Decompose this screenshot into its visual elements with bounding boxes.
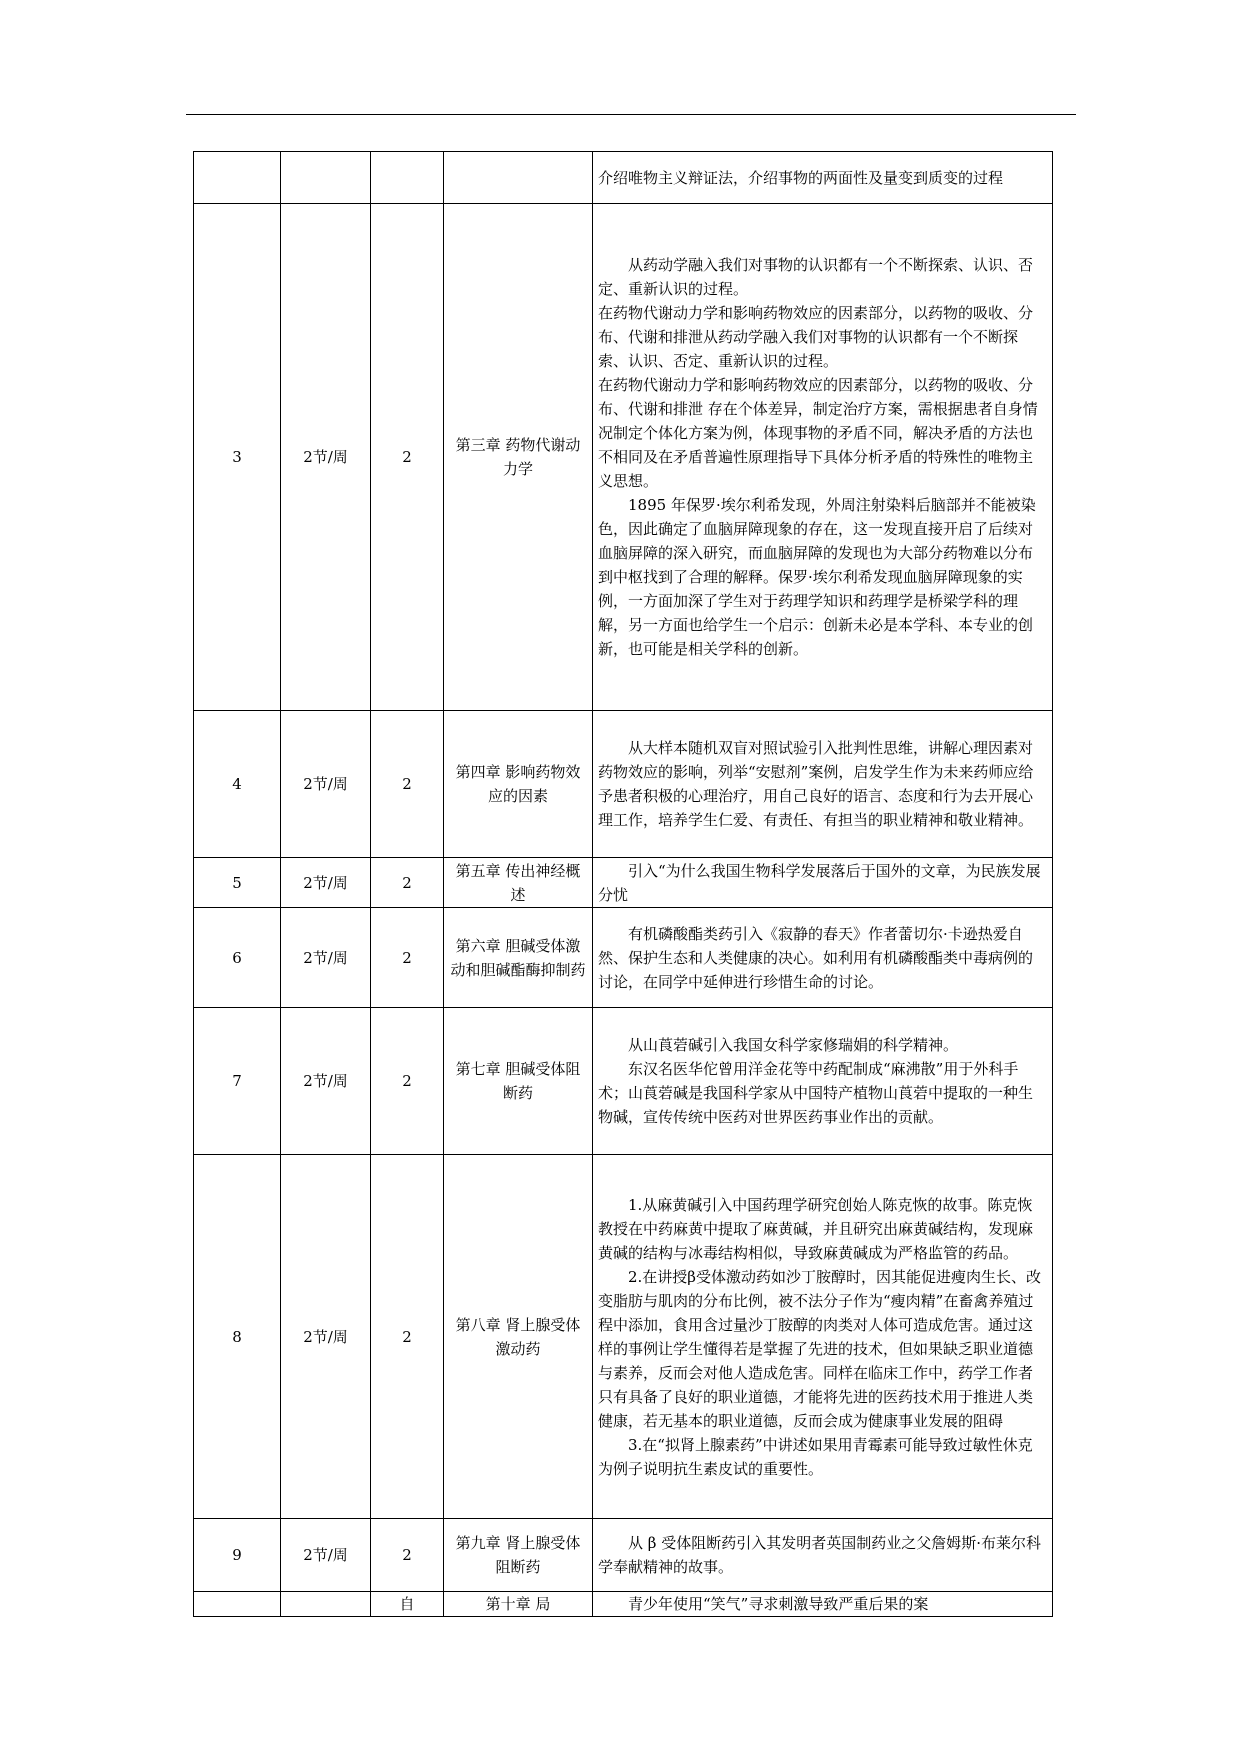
hours-cell: 2节/周	[281, 858, 371, 908]
hours-cell	[281, 1592, 371, 1617]
credit-cell: 2	[371, 1008, 444, 1155]
table-row	[194, 908, 1053, 1008]
week-number-cell	[194, 152, 281, 204]
hours-cell: 2节/周	[281, 204, 371, 711]
content-cell	[593, 152, 1053, 204]
chapter-cell: 第十章 局	[444, 1592, 593, 1617]
hours-cell: 2节/周	[281, 1155, 371, 1519]
hours-cell: 2节/周	[281, 908, 371, 1008]
chapter-cell	[444, 152, 593, 204]
credit-cell: 2	[371, 711, 444, 858]
chapter-cell: 第四章 影响药物效应的因素	[444, 711, 593, 858]
credit-cell: 2	[371, 1155, 444, 1519]
hours-cell	[281, 152, 371, 204]
content-paragraph: 在药物代谢动力学和影响药物效应的因素部分，以药物的吸收、分布、代谢和排泄 存在个体差异，制定治疗方案，需根据患者自身情况制定个体化方案为例，体现事物的矛盾不同，解决矛盾的方法也不相同及在矛盾普遍性原理指导下具体分析矛盾的特殊性的唯物主义思想。	[598, 376, 1038, 490]
credit-cell: 2	[371, 1519, 444, 1592]
content-cell	[593, 1592, 1053, 1617]
chapter-cell: 第九章 肾上腺受体阻断药	[444, 1519, 593, 1592]
content-paragraph: 从药动学融入我们对事物的认识都有一个不断探索、认识、否定、重新认识的过程。	[598, 256, 1034, 298]
syllabus-table	[193, 151, 1053, 1617]
week-number-cell: 9	[194, 1519, 281, 1592]
content-cell	[593, 1155, 1053, 1519]
table-row	[194, 152, 1053, 204]
header-rule	[186, 114, 1076, 115]
chapter-cell: 第六章 胆碱受体激动和胆碱酯酶抑制药	[444, 908, 593, 1008]
chapter-cell: 第五章 传出神经概述	[444, 858, 593, 908]
credit-cell: 2	[371, 204, 444, 711]
week-number-cell: 8	[194, 1155, 281, 1519]
content-paragraph: 东汉名医华佗曾用洋金花等中药配制成“麻沸散”用于外科手术；山莨菪碱是我国科学家从中国特产植物山莨菪中提取的一种生物碱，宣传传统中医药对世界医药事业作出的贡献。	[598, 1060, 1034, 1126]
content-paragraph: 1.从麻黄碱引入中国药理学研究创始人陈克恢的故事。陈克恢教授在中药麻黄中提取了麻黄碱，并且研究出麻黄碱结构，发现麻黄碱的结构与冰毒结构相似，导致麻黄碱成为严格监管的药品。	[598, 1195, 1034, 1262]
content-paragraph: 介绍唯物主义辩证法，介绍事物的两面性及量变到质变的过程	[598, 168, 1004, 187]
week-number-cell	[194, 1592, 281, 1617]
credit-cell	[371, 152, 444, 204]
content-cell	[593, 1519, 1053, 1592]
content-cell	[593, 711, 1053, 858]
week-number-cell: 6	[194, 908, 281, 1008]
table-row	[194, 1592, 1053, 1617]
table-row	[194, 711, 1053, 858]
table-row	[194, 204, 1053, 711]
chapter-cell: 第三章 药物代谢动力学	[444, 204, 593, 711]
content-paragraph: 1895 年保罗·埃尔利希发现，外周注射染料后脑部并不能被染色，因此确定了血脑屏障现象的存在，这一发现直接开启了后续对血脑屏障的深入研究，而血脑屏障的发现也为大部分药物难以分布到中枢找到了合理的解释。保罗·埃尔利希发现血脑屏障现象的实例，一方面加深了学生对于药理学知识和药理学是桥梁学科的理解，另一方面也给学生一个启示：创新未必是本学科、本专业的创新，也可能是相关学科的创新。	[598, 496, 1036, 658]
week-number-cell: 4	[194, 711, 281, 858]
week-number-cell: 3	[194, 204, 281, 711]
hours-cell: 2节/周	[281, 711, 371, 858]
credit-cell: 2	[371, 908, 444, 1008]
credit-cell: 自	[371, 1592, 444, 1617]
content-cell	[593, 908, 1053, 1008]
content-paragraph: 有机磷酸酯类药引入《寂静的春天》作者蕾切尔·卡逊热爱自然、保护生态和人类健康的决心。如利用有机磷酸酯类中毒病例的讨论，在同学中延伸进行珍惜生命的讨论。	[598, 924, 1034, 991]
content-paragraph: 2.在讲授β受体激动药如沙丁胺醇时，因其能促进瘦肉生长、改变脂肪与肌肉的分布比例，被不法分子作为“瘦肉精”在畜禽养殖过程中添加，食用含过量沙丁胺醇的肉类对人体可造成危害。通过这样的事例让学生懂得若是掌握了先进的技术，但如果缺乏职业道德与素养，反而会对他人造成危害。同样在临床工作中，药学工作者只有具备了良好的职业道德，才能将先进的医药技术用于推进人类健康，若无基本的职业道德，反而会成为健康事业发展的阻碍	[598, 1267, 1041, 1430]
chapter-cell: 第七章 胆碱受体阻断药	[444, 1008, 593, 1155]
content-cell	[593, 858, 1053, 908]
hours-cell: 2节/周	[281, 1008, 371, 1155]
content-cell	[593, 204, 1053, 711]
table-row	[194, 1155, 1053, 1519]
content-paragraph: 青少年使用“笑气”寻求刺激导致严重后果的案	[628, 1595, 929, 1613]
content-cell	[593, 1008, 1053, 1155]
chapter-cell: 第八章 肾上腺受体激动药	[444, 1155, 593, 1519]
content-paragraph: 引入“为什么我国生物科学发展落后于国外的文章，为民族发展分忧	[598, 861, 1041, 904]
content-paragraph: 从大样本随机双盲对照试验引入批判性思维，讲解心理因素对药物效应的影响，列举“安慰剂”案例，启发学生作为未来药师应给予患者积极的心理治疗，用自己良好的语言、态度和行为去开展心理工作，培养学生仁爱、有责任、有担当的职业精神和敬业精神。	[598, 739, 1034, 829]
credit-cell: 2	[371, 858, 444, 908]
table-row	[194, 858, 1053, 908]
content-paragraph: 从 β 受体阻断药引入其发明者英国制药业之父詹姆斯·布莱尔科学奉献精神的故事。	[598, 1534, 1041, 1576]
table-row	[194, 1008, 1053, 1155]
week-number-cell: 5	[194, 858, 281, 908]
content-paragraph: 在药物代谢动力学和影响药物效应的因素部分，以药物的吸收、分布、代谢和排泄从药动学融入我们对事物的认识都有一个不断探索、认识、否定、重新认识的过程。	[598, 304, 1034, 370]
week-number-cell: 7	[194, 1008, 281, 1155]
table-row	[194, 1519, 1053, 1592]
hours-cell: 2节/周	[281, 1519, 371, 1592]
content-paragraph: 3.在“拟肾上腺素药”中讲述如果用青霉素可能导致过敏性休克为例子说明抗生素皮试的重要性。	[598, 1435, 1033, 1478]
content-paragraph: 从山莨菪碱引入我国女科学家修瑞娟的科学精神。	[628, 1036, 959, 1054]
